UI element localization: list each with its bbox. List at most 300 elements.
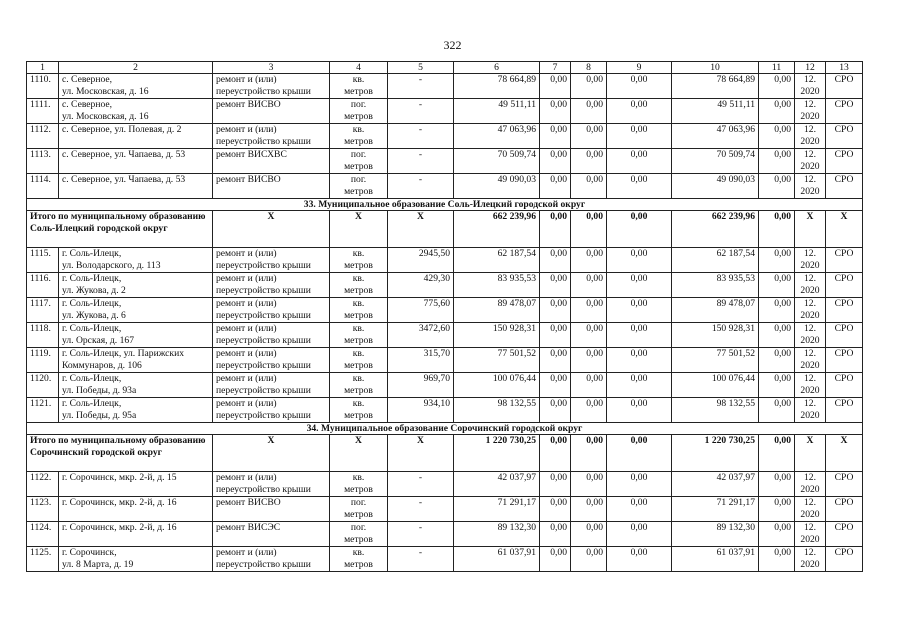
value-cell: 0,00 — [540, 248, 571, 273]
value-cell: 0,00 — [571, 298, 607, 323]
value-cell: 0,00 — [540, 323, 571, 348]
value-cell: 0,00 — [759, 298, 795, 323]
total-cost-cell: 662 239,96 — [454, 211, 540, 248]
address-cell-line: ул. Московская, д. 16 — [62, 111, 149, 122]
work-type-cell — [213, 174, 330, 199]
work-type-cell-line: ремонт и (или) — [216, 298, 277, 309]
quantity-cell: - — [388, 149, 454, 174]
value-cell: 0,00 — [540, 435, 571, 472]
work-type-cell-line: ремонт и (или) — [216, 273, 277, 284]
address-cell-line: г. Соль-Илецк, — [62, 273, 122, 284]
value-cell: 0,00 — [607, 472, 672, 497]
date-cell-line: 12. — [804, 522, 816, 533]
work-type-cell-line: ремонт ВИСВО — [216, 174, 281, 185]
address-cell — [59, 273, 213, 298]
work-type-cell-line: переустройство крыши — [216, 310, 311, 321]
work-type-cell-line: переустройство крыши — [216, 410, 311, 421]
address-cell-line: г. Сорочинск, мкр. 2-й, д. 16 — [62, 497, 177, 508]
unit-cell-line: кв. — [352, 273, 365, 284]
column-number-cell: 8 — [571, 62, 607, 74]
date-cell — [795, 174, 826, 199]
work-type-cell-line: ремонт ВИСВО — [216, 99, 281, 110]
address-cell-line: Коммунаров, д. 106 — [62, 360, 142, 371]
column-number-cell: 1 — [27, 62, 59, 74]
address-cell — [59, 99, 213, 124]
cost-cell: 49 090,03 — [454, 174, 540, 199]
address-cell — [59, 373, 213, 398]
row-number: 1123. — [27, 497, 59, 522]
row-number: 1111. — [27, 99, 59, 124]
x-cell: X — [826, 435, 863, 472]
date-cell-line: 12. — [804, 298, 816, 309]
date-cell-line: 12. — [804, 174, 816, 185]
row-number: 1125. — [27, 547, 59, 572]
work-type-cell — [213, 522, 330, 547]
work-type-cell — [213, 472, 330, 497]
value-cell: 0,00 — [759, 74, 795, 99]
method-cell: СРО — [826, 472, 863, 497]
address-cell-line: г. Сорочинск, — [62, 547, 117, 558]
value-cell: 0,00 — [571, 149, 607, 174]
work-type-cell-line: переустройство крыши — [216, 385, 311, 396]
work-type-cell-line: ремонт и (или) — [216, 547, 277, 558]
table-row — [27, 323, 863, 348]
cost-cell: 83 935,53 — [672, 273, 759, 298]
cost-cell: 70 509,74 — [454, 149, 540, 174]
date-cell-line: 2020 — [800, 410, 820, 421]
quantity-cell: - — [388, 124, 454, 149]
date-cell-line: 2020 — [800, 509, 820, 520]
value-cell: 0,00 — [759, 124, 795, 149]
value-cell: 0,00 — [759, 547, 795, 572]
work-type-cell-line: ремонт ВИСВО — [216, 497, 281, 508]
value-cell: 0,00 — [759, 398, 795, 423]
unit-cell-line: кв. — [352, 398, 365, 409]
unit-cell — [330, 497, 388, 522]
cost-cell: 70 509,74 — [672, 149, 759, 174]
date-cell-line: 2020 — [800, 385, 820, 396]
value-cell: 0,00 — [759, 472, 795, 497]
unit-cell-line: метров — [344, 260, 373, 271]
work-type-cell-line: ремонт и (или) — [216, 472, 277, 483]
date-cell-line: 2020 — [800, 136, 820, 147]
unit-cell-line: кв. — [352, 74, 365, 85]
value-cell: 0,00 — [571, 74, 607, 99]
work-type-cell-line: переустройство крыши — [216, 360, 311, 371]
value-cell: 0,00 — [540, 74, 571, 99]
date-cell-line: 12. — [804, 273, 816, 284]
unit-cell-line: кв. — [352, 248, 365, 259]
value-cell: 0,00 — [759, 273, 795, 298]
section-header-row — [27, 423, 863, 435]
address-cell — [59, 174, 213, 199]
cost-cell: 89 132,30 — [454, 522, 540, 547]
value-cell: 0,00 — [607, 497, 672, 522]
cost-cell: 47 063,96 — [454, 124, 540, 149]
unit-cell-line: кв. — [352, 298, 365, 309]
table-row — [27, 497, 863, 522]
value-cell: 0,00 — [571, 348, 607, 373]
work-type-cell — [213, 248, 330, 273]
unit-cell-line: метров — [344, 410, 373, 421]
row-number: 1124. — [27, 522, 59, 547]
value-cell: 0,00 — [607, 348, 672, 373]
row-number: 1110. — [27, 74, 59, 99]
value-cell: 0,00 — [540, 273, 571, 298]
work-type-cell — [213, 273, 330, 298]
table-row — [27, 99, 863, 124]
cost-cell: 62 187,54 — [454, 248, 540, 273]
address-cell — [59, 547, 213, 572]
work-type-cell-line: переустройство крыши — [216, 335, 311, 346]
table-row — [27, 472, 863, 497]
table-row — [27, 248, 863, 273]
value-cell: 0,00 — [571, 497, 607, 522]
quantity-cell: - — [388, 472, 454, 497]
date-cell-line: 12. — [804, 373, 816, 384]
row-number: 1112. — [27, 124, 59, 149]
x-cell: X — [388, 435, 454, 472]
row-number: 1122. — [27, 472, 59, 497]
value-cell: 0,00 — [607, 435, 672, 472]
value-cell: 0,00 — [759, 522, 795, 547]
work-type-cell-line: ремонт и (или) — [216, 398, 277, 409]
date-cell-line: 2020 — [800, 310, 820, 321]
cost-cell: 100 076,44 — [454, 373, 540, 398]
cost-cell: 98 132,55 — [454, 398, 540, 423]
quantity-cell: 2945,50 — [388, 248, 454, 273]
value-cell: 0,00 — [759, 149, 795, 174]
date-cell — [795, 273, 826, 298]
cost-cell: 78 664,89 — [454, 74, 540, 99]
table-row — [27, 149, 863, 174]
unit-cell-line: пог. — [350, 522, 367, 533]
value-cell: 0,00 — [759, 497, 795, 522]
cost-cell: 47 063,96 — [672, 124, 759, 149]
date-cell — [795, 472, 826, 497]
cost-cell: 89 132,30 — [672, 522, 759, 547]
value-cell: 0,00 — [571, 99, 607, 124]
address-cell-line: с. Северное, ул. Чапаева, д. 53 — [62, 174, 186, 185]
value-cell: 0,00 — [759, 373, 795, 398]
work-type-cell-line: ремонт и (или) — [216, 323, 277, 334]
section-title: 34. Муниципальное образование Сорочинский городской округ — [27, 423, 863, 435]
method-cell: СРО — [826, 547, 863, 572]
date-cell-line: 2020 — [800, 335, 820, 346]
row-number: 1121. — [27, 398, 59, 423]
address-cell-line: с. Северное, ул. Чапаева, д. 53 — [62, 149, 186, 160]
section-header-row — [27, 199, 863, 211]
date-cell-line: 12. — [804, 348, 816, 359]
cost-cell: 100 076,44 — [672, 373, 759, 398]
unit-cell-line: метров — [344, 111, 373, 122]
unit-cell — [330, 398, 388, 423]
value-cell: 0,00 — [540, 373, 571, 398]
row-number: 1114. — [27, 174, 59, 199]
subtotal-label: Итого по муниципальному образованию Сорочинский городской округ — [27, 435, 213, 472]
address-cell-line: г. Соль-Илецк, — [62, 373, 122, 384]
address-cell — [59, 348, 213, 373]
work-type-cell — [213, 74, 330, 99]
quantity-cell: - — [388, 547, 454, 572]
cost-cell: 42 037,97 — [454, 472, 540, 497]
unit-cell — [330, 99, 388, 124]
value-cell: 0,00 — [571, 398, 607, 423]
address-cell — [59, 497, 213, 522]
quantity-cell: - — [388, 99, 454, 124]
date-cell-line: 12. — [804, 547, 816, 558]
address-cell-line: с. Северное, — [62, 74, 113, 85]
value-cell: 0,00 — [540, 211, 571, 248]
column-number-cell: 10 — [672, 62, 759, 74]
address-cell — [59, 248, 213, 273]
address-cell — [59, 522, 213, 547]
row-number: 1120. — [27, 373, 59, 398]
work-type-cell-line: переустройство крыши — [216, 86, 311, 97]
cost-cell: 71 291,17 — [454, 497, 540, 522]
date-cell-line: 12. — [804, 472, 816, 483]
value-cell: 0,00 — [571, 211, 607, 248]
unit-cell-line: метров — [344, 484, 373, 495]
unit-cell-line: метров — [344, 385, 373, 396]
date-cell — [795, 99, 826, 124]
column-number-cell: 3 — [213, 62, 330, 74]
value-cell: 0,00 — [607, 174, 672, 199]
value-cell: 0,00 — [540, 99, 571, 124]
date-cell-line: 2020 — [800, 484, 820, 495]
column-number-cell: 5 — [388, 62, 454, 74]
date-cell-line: 12. — [804, 74, 816, 85]
work-type-cell — [213, 547, 330, 572]
value-cell: 0,00 — [759, 248, 795, 273]
address-cell-line: г. Сорочинск, мкр. 2-й, д. 15 — [62, 472, 177, 483]
value-cell: 0,00 — [607, 211, 672, 248]
work-type-cell-line: переустройство крыши — [216, 136, 311, 147]
table-row — [27, 373, 863, 398]
table-row — [27, 273, 863, 298]
work-type-cell — [213, 323, 330, 348]
work-type-cell-line: переустройство крыши — [216, 285, 311, 296]
x-cell: X — [826, 211, 863, 248]
unit-cell-line: пог. — [350, 149, 367, 160]
work-type-cell-line: ремонт ВИСХВС — [216, 149, 287, 160]
value-cell: 0,00 — [571, 124, 607, 149]
quantity-cell: 775,60 — [388, 298, 454, 323]
value-cell: 0,00 — [759, 174, 795, 199]
method-cell: СРО — [826, 497, 863, 522]
column-number-cell: 11 — [759, 62, 795, 74]
value-cell: 0,00 — [759, 323, 795, 348]
table-row — [27, 298, 863, 323]
value-cell: 0,00 — [607, 124, 672, 149]
unit-cell-line: кв. — [352, 373, 365, 384]
table-row — [27, 547, 863, 572]
date-cell-line: 12. — [804, 497, 816, 508]
value-cell: 0,00 — [607, 547, 672, 572]
cost-cell: 49 511,11 — [454, 99, 540, 124]
cost-cell: 71 291,17 — [672, 497, 759, 522]
address-cell-line: ул. Победы, д. 93а — [62, 385, 137, 396]
cost-cell: 49 511,11 — [672, 99, 759, 124]
address-cell-line: г. Соль-Илецк, — [62, 248, 122, 259]
value-cell: 0,00 — [540, 472, 571, 497]
unit-cell-line: кв. — [352, 323, 365, 334]
unit-cell — [330, 248, 388, 273]
work-type-cell-line: ремонт и (или) — [216, 124, 277, 135]
date-cell-line: 2020 — [800, 111, 820, 122]
work-type-cell — [213, 398, 330, 423]
quantity-cell: 315,70 — [388, 348, 454, 373]
address-cell-line: ул. Жукова, д. 2 — [62, 285, 126, 296]
address-cell-line: г. Соль-Илецк, — [62, 323, 122, 334]
cost-cell: 83 935,53 — [454, 273, 540, 298]
work-type-cell — [213, 298, 330, 323]
method-cell: СРО — [826, 99, 863, 124]
work-type-cell-line: переустройство крыши — [216, 484, 311, 495]
method-cell: СРО — [826, 248, 863, 273]
value-cell: 0,00 — [607, 74, 672, 99]
value-cell: 0,00 — [759, 99, 795, 124]
section-title: 33. Муниципальное образование Соль-Илецкий городской округ — [27, 199, 863, 211]
unit-cell — [330, 74, 388, 99]
date-cell-line: 12. — [804, 323, 816, 334]
unit-cell-line: метров — [344, 86, 373, 97]
date-cell-line: 2020 — [800, 285, 820, 296]
date-cell — [795, 74, 826, 99]
method-cell: СРО — [826, 174, 863, 199]
row-number: 1115. — [27, 248, 59, 273]
unit-cell-line: метров — [344, 186, 373, 197]
date-cell — [795, 348, 826, 373]
row-number: 1119. — [27, 348, 59, 373]
unit-cell-line: кв. — [352, 472, 365, 483]
column-number-cell: 2 — [59, 62, 213, 74]
value-cell: 0,00 — [607, 298, 672, 323]
value-cell: 0,00 — [607, 373, 672, 398]
date-cell — [795, 522, 826, 547]
value-cell: 0,00 — [571, 435, 607, 472]
date-cell — [795, 398, 826, 423]
subtotal-row — [27, 435, 863, 472]
value-cell: 0,00 — [540, 348, 571, 373]
address-cell-line: г. Соль-Илецк, ул. Парижских — [62, 348, 185, 359]
x-cell: X — [330, 211, 388, 248]
unit-cell-line: метров — [344, 360, 373, 371]
column-number-cell: 12 — [795, 62, 826, 74]
column-number-row — [27, 62, 863, 74]
date-cell — [795, 149, 826, 174]
unit-cell — [330, 323, 388, 348]
method-cell: СРО — [826, 124, 863, 149]
date-cell-line: 12. — [804, 149, 816, 160]
work-type-cell — [213, 149, 330, 174]
table-row — [27, 174, 863, 199]
unit-cell — [330, 472, 388, 497]
work-type-cell-line: переустройство крыши — [216, 559, 311, 570]
x-cell: X — [330, 435, 388, 472]
value-cell: 0,00 — [540, 174, 571, 199]
address-cell — [59, 472, 213, 497]
address-cell — [59, 149, 213, 174]
value-cell: 0,00 — [540, 497, 571, 522]
date-cell-line: 2020 — [800, 260, 820, 271]
method-cell: СРО — [826, 522, 863, 547]
cost-cell: 150 928,31 — [454, 323, 540, 348]
x-cell: X — [213, 211, 330, 248]
x-cell: X — [795, 211, 826, 248]
row-number: 1117. — [27, 298, 59, 323]
cost-cell: 61 037,91 — [454, 547, 540, 572]
quantity-cell: 429,30 — [388, 273, 454, 298]
unit-cell-line: пог. — [350, 497, 367, 508]
value-cell: 0,00 — [571, 522, 607, 547]
page-number: 322 — [443, 38, 462, 52]
address-cell-line: г. Соль-Илецк, — [62, 298, 122, 309]
value-cell: 0,00 — [571, 547, 607, 572]
quantity-cell: 3472,60 — [388, 323, 454, 348]
value-cell: 0,00 — [540, 547, 571, 572]
method-cell: СРО — [826, 74, 863, 99]
address-cell — [59, 398, 213, 423]
date-cell-line: 2020 — [800, 161, 820, 172]
unit-cell — [330, 149, 388, 174]
address-cell-line: г. Соль-Илецк, — [62, 398, 122, 409]
date-cell-line: 2020 — [800, 534, 820, 545]
unit-cell-line: кв. — [352, 547, 365, 558]
value-cell: 0,00 — [759, 435, 795, 472]
value-cell: 0,00 — [540, 149, 571, 174]
value-cell: 0,00 — [540, 398, 571, 423]
value-cell: 0,00 — [540, 124, 571, 149]
date-cell-line: 2020 — [800, 86, 820, 97]
quantity-cell: - — [388, 497, 454, 522]
method-cell: СРО — [826, 348, 863, 373]
quantity-cell: 969,70 — [388, 373, 454, 398]
work-type-cell — [213, 373, 330, 398]
value-cell: 0,00 — [607, 398, 672, 423]
unit-cell-line: метров — [344, 161, 373, 172]
address-cell-line: ул. Володарского, д. 113 — [62, 260, 161, 271]
address-cell — [59, 323, 213, 348]
unit-cell-line: метров — [344, 534, 373, 545]
unit-cell-line: кв. — [352, 124, 365, 135]
address-cell-line: с. Северное, ул. Полевая, д. 2 — [62, 124, 182, 135]
table-row — [27, 348, 863, 373]
table-row — [27, 522, 863, 547]
value-cell: 0,00 — [540, 522, 571, 547]
row-number: 1118. — [27, 323, 59, 348]
total-cost-cell: 662 239,96 — [672, 211, 759, 248]
method-cell: СРО — [826, 298, 863, 323]
column-number-cell: 6 — [454, 62, 540, 74]
value-cell: 0,00 — [571, 174, 607, 199]
cost-cell: 61 037,91 — [672, 547, 759, 572]
cost-cell: 49 090,03 — [672, 174, 759, 199]
work-type-cell — [213, 99, 330, 124]
work-type-cell — [213, 348, 330, 373]
date-cell-line: 12. — [804, 248, 816, 259]
date-cell — [795, 323, 826, 348]
quantity-cell: - — [388, 522, 454, 547]
work-type-cell-line: ремонт и (или) — [216, 348, 277, 359]
unit-cell-line: пог. — [350, 99, 367, 110]
date-cell-line: 2020 — [800, 559, 820, 570]
unit-cell-line: пог. — [350, 174, 367, 185]
address-cell-line: ул. Победы, д. 95а — [62, 410, 137, 421]
value-cell: 0,00 — [571, 472, 607, 497]
unit-cell-line: метров — [344, 509, 373, 520]
method-cell: СРО — [826, 398, 863, 423]
